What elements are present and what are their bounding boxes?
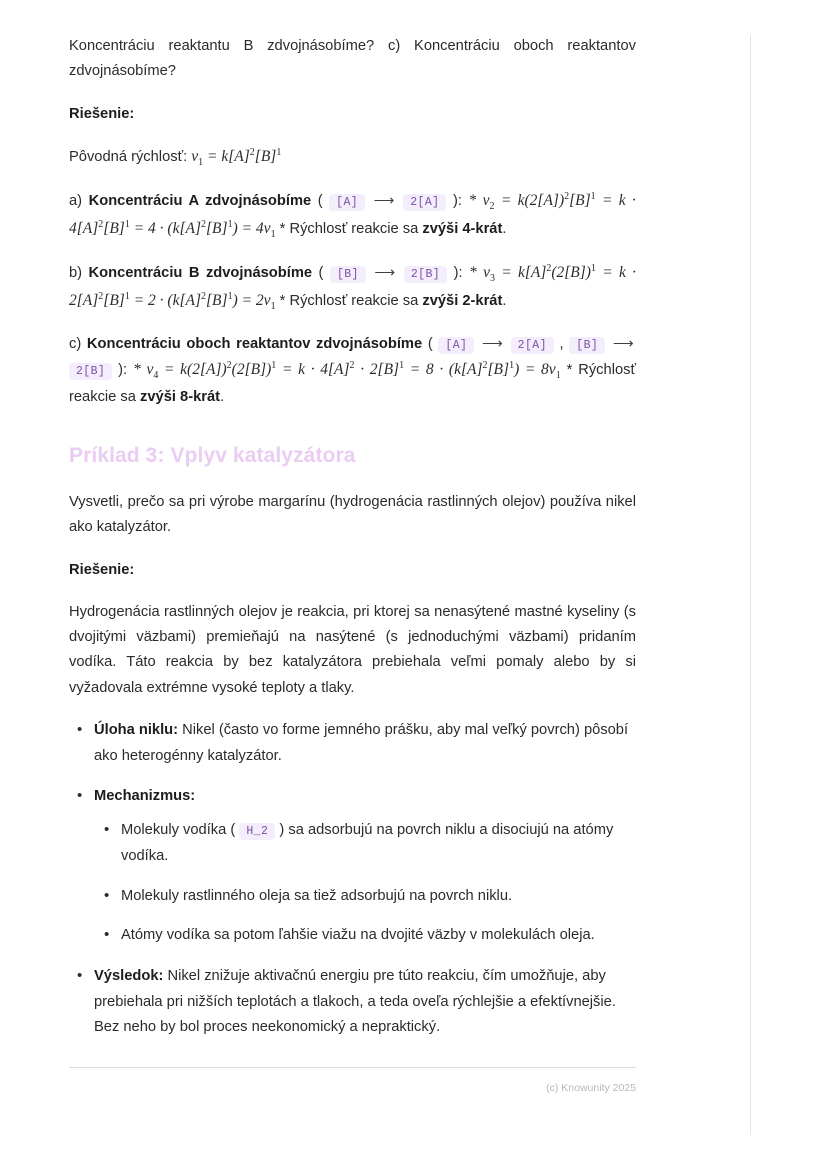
item-c-code-to-2: 2[B] [69, 363, 112, 380]
section-solution-label: Riešenie: [69, 561, 135, 578]
item-c-paren-open: ( [427, 336, 433, 353]
page-margin-rule [750, 35, 751, 1135]
item-a-paren-close: ): [453, 193, 462, 210]
bullet-1-bold: Mechanizmus: [94, 788, 196, 805]
item-c-result-suffix: . [220, 388, 225, 405]
original-rate-formula: $v_1 = k[A]^2[B]^1$ [191, 146, 282, 169]
item-c-code-to-1: 2[A] [511, 337, 554, 354]
list-item [94, 818, 636, 869]
original-rate-line [69, 144, 636, 171]
section-question: Vysvetli, prečo sa pri výrobe margarínu (hydrogenácia rastlinných olejov) používa nikel ako katalyzátor. [69, 494, 636, 536]
sub-0-pre: Molekuly vodíka ( [121, 822, 236, 839]
item-b-paren-open: ( [318, 265, 324, 282]
list-item [94, 923, 636, 949]
item-a-title: Koncentráciu A zdvojnásobíme [88, 193, 312, 210]
sub-1-pre: Molekuly rastlinného oleja sa tiež adsorbujú na povrch niklu. [121, 887, 513, 904]
item-a-result-bold: zvýši 4-krát [422, 220, 503, 237]
footer-divider [69, 1067, 636, 1068]
bullet-0-text: Nikel (často vo forme jemného prášku, aby mal veľký povrch) pôsobí ako heterogénny katalyzátor. [94, 722, 629, 764]
section-heading: Príklad 3: Vplyv katalyzátora [69, 444, 356, 468]
list-item [94, 884, 636, 910]
arrow-right-icon: ⟶ [374, 265, 396, 282]
list-item [69, 784, 636, 949]
item-b-result-suffix: . [502, 292, 507, 309]
item-b-formula: * $v_3 = k[A]^2(2[B])^1 = k \cdot 2[A]^2[B]^1 = 2 \cdot (k[A]^2[B]^1) = 2v_1$ [69, 263, 636, 312]
item-b-paren-close: ): [453, 265, 463, 282]
list-item [69, 718, 636, 769]
document-content [69, 34, 636, 1094]
item-c-paren-close: ): [118, 362, 128, 379]
item-b-marker: b) [69, 265, 83, 282]
mechanism-list [69, 718, 636, 1041]
item-c-title: Koncentráciu oboch reaktantov zdvojnásobíme [86, 336, 423, 353]
item-c-result-prefix: Rýchlosť reakcie sa [69, 362, 636, 405]
sub-2-pre: Atómy vodíka sa potom ľahšie viažu na dvojité väzby v molekulách oleja. [121, 927, 595, 944]
item-b-result-prefix: * Rýchlosť reakcie sa [279, 292, 419, 309]
item-c-formula: * $v_4 = k(2[A])^2(2[B])^1 = k \cdot 4[A]^2 \cdot 2[B]^1 = 8 \cdot (k[A]^2[B]^1) = 8v_1$ [133, 360, 561, 382]
bullet-2-text: Nikel znižuje aktivačnú energiu pre túto reakciu, čím umožňuje, aby prebiehala pri nižších teplotách a tlakoch, a teda oveľa rýchlejšie a efektívnejšie. Bez neho by bol proces neekonomický a nepraktický. [94, 968, 616, 1036]
sub-0-post: ) sa adsorbujú na povrch niklu a disociujú na atómy vodíka. [121, 822, 614, 864]
item-a-result-suffix: . [502, 220, 507, 237]
item-a-code-from: [A] [329, 194, 365, 211]
item-a [69, 188, 636, 243]
bullet-2-bold: Výsledok: [94, 968, 164, 985]
copyright-footer: (c) Knowunity 2025 [546, 1082, 636, 1095]
solution-label: Riešenie: [69, 105, 135, 122]
item-c-code-from-1: [A] [438, 337, 474, 354]
item-b [69, 260, 636, 315]
original-rate-prefix: Pôvodná rýchlosť: [69, 149, 188, 165]
bullet-0-bold: Úloha niklu: [94, 722, 179, 738]
item-b-code-from: [B] [330, 266, 366, 283]
item-c-comma: , [559, 336, 564, 353]
item-a-formula: * $v_2 = k(2[A])^2[B]^1 = k \cdot 4[A]^2[B]^1 = 4 \cdot (k[A]^2[B]^1) = 4v_1$ [69, 191, 636, 240]
item-c-marker: c) [69, 336, 82, 353]
intro-question: Koncentráciu reaktantu B zdvojnásobíme? c) Koncentráciu oboch reaktantov zdvojnásobíme? [69, 38, 636, 80]
item-b-title: Koncentráciu B zdvojnásobíme [88, 265, 313, 282]
item-b-code-to: 2[B] [404, 266, 447, 283]
item-c-result-bold: zvýši 8-krát [140, 388, 221, 405]
item-a-paren-open: ( [317, 193, 323, 210]
item-a-result-prefix: * Rýchlosť reakcie sa [279, 220, 419, 237]
mechanism-sublist [94, 818, 636, 949]
section-paragraph: Hydrogenácia rastlinných olejov je reakcia, pri ktorej sa nenasýtené mastné kyseliny (s dvojitými väzbami) premieňajú na nasýtené (s jednoduchými väzbami) pridaním vodíka. Táto reakcia by bez katalyzátora prebiehala veľmi pomaly alebo by si vyžadovala extrémne vysoké teploty a tlaky. [69, 603, 636, 696]
arrow-right-icon: ⟶ [481, 336, 504, 353]
arrow-right-icon: ⟶ [612, 336, 634, 353]
item-a-marker: a) [69, 193, 83, 210]
item-a-code-to: 2[A] [403, 194, 446, 211]
item-b-result-bold: zvýši 2-krát [422, 292, 503, 309]
item-c [69, 332, 636, 410]
list-item [69, 964, 636, 1041]
arrow-right-icon: ⟶ [373, 193, 395, 210]
item-c-code-from-2: [B] [569, 337, 605, 354]
page-right-margin [750, 0, 828, 1171]
item-c-asterisk: * [566, 362, 573, 379]
sub-0-code: H_2 [239, 823, 275, 840]
